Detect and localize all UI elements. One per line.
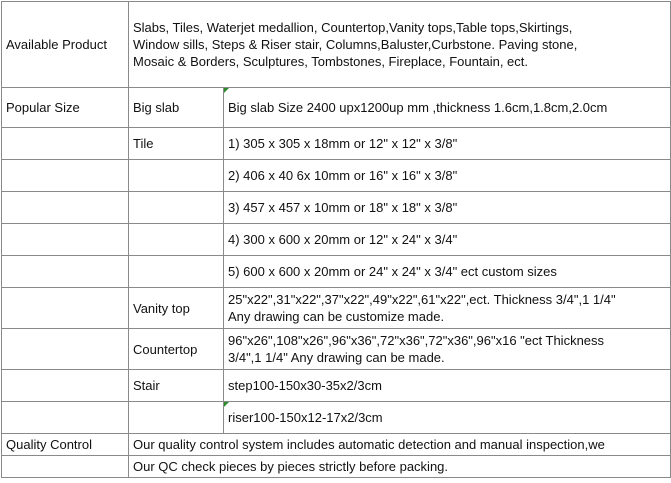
empty-cell xyxy=(129,256,224,288)
quality-control-row xyxy=(2,456,671,478)
vanity-top-label: Vanity top xyxy=(129,288,224,329)
quality-control-label: Quality Control xyxy=(2,434,129,456)
tile-size-2: 2) 406 x 40 6x 10mm or 16" x 16" x 3/8" xyxy=(224,160,671,192)
tile-row xyxy=(2,224,671,256)
quality-control-line-1: Our quality control system includes automatic detection and manual inspection,we xyxy=(129,434,671,456)
available-product-line: Window sills, Steps & Riser stair, Columns,Baluster,Curbstone. Paving stone, xyxy=(133,37,578,52)
stair-row xyxy=(2,370,671,402)
empty-cell xyxy=(2,128,129,160)
countertop-line: 3/4",1 1/4" Any drawing can be made. xyxy=(228,350,445,365)
available-product-row xyxy=(2,2,671,88)
stair-riser-value: riser100-150x12-17x2/3cm xyxy=(224,402,671,434)
big-slab-label: Big slab xyxy=(129,88,224,128)
empty-cell xyxy=(129,160,224,192)
tile-label: Tile xyxy=(129,128,224,160)
countertop-value xyxy=(224,329,671,370)
empty-cell xyxy=(2,288,129,329)
empty-cell xyxy=(2,370,129,402)
tile-size-4: 4) 300 x 600 x 20mm or 12" x 24" x 3/4" xyxy=(224,224,671,256)
tile-size-1: 1) 305 x 305 x 18mm or 12" x 12" x 3/8" xyxy=(224,128,671,160)
countertop-label: Countertop xyxy=(129,329,224,370)
stair-step-value: step100-150x30-35x2/3cm xyxy=(224,370,671,402)
empty-cell xyxy=(2,329,129,370)
tile-size-3: 3) 457 x 457 x 10mm or 18" x 18" x 3/8" xyxy=(224,192,671,224)
available-product-line: Mosaic & Borders, Sculptures, Tombstones, Fireplace, Fountain, ect. xyxy=(133,54,528,69)
empty-cell xyxy=(2,224,129,256)
vanity-top-line: Any drawing can be customize made. xyxy=(228,309,445,324)
big-slab-row xyxy=(2,88,671,128)
stair-row xyxy=(2,402,671,434)
tile-row xyxy=(2,128,671,160)
stair-label: Stair xyxy=(129,370,224,402)
empty-cell xyxy=(2,456,129,478)
empty-cell xyxy=(2,402,129,434)
quality-control-row xyxy=(2,434,671,456)
vanity-top-row xyxy=(2,288,671,329)
empty-cell xyxy=(129,192,224,224)
big-slab-value: Big slab Size 2400 upx1200up mm ,thickness 1.6cm,1.8cm,2.0cm xyxy=(224,88,671,128)
product-spec-table xyxy=(1,1,671,478)
quality-control-line-2: Our QC check pieces by pieces strictly before packing. xyxy=(129,456,671,478)
countertop-row xyxy=(2,329,671,370)
tile-size-5: 5) 600 x 600 x 20mm or 24" x 24" x 3/4" ect custom sizes xyxy=(224,256,671,288)
popular-size-label: Popular Size xyxy=(2,88,129,128)
empty-cell xyxy=(2,256,129,288)
tile-row xyxy=(2,160,671,192)
empty-cell xyxy=(129,402,224,434)
available-product-label: Available Product xyxy=(2,2,129,88)
tile-row xyxy=(2,256,671,288)
empty-cell xyxy=(129,224,224,256)
countertop-line: 96"x26",108"x26",96"x36",72"x36",72"x36",96"x16 "ect Thickness xyxy=(228,333,605,348)
available-product-line: Slabs, Tiles, Waterjet medallion, Countertop,Vanity tops,Table tops,Skirtings, xyxy=(133,20,573,35)
tile-row xyxy=(2,192,671,224)
available-product-list xyxy=(129,2,671,88)
vanity-top-value xyxy=(224,288,671,329)
empty-cell xyxy=(2,160,129,192)
empty-cell xyxy=(2,192,129,224)
vanity-top-line: 25"x22",31"x22",37"x22",49"x22",61"x22",ect. Thickness 3/4",1 1/4" xyxy=(228,292,616,307)
